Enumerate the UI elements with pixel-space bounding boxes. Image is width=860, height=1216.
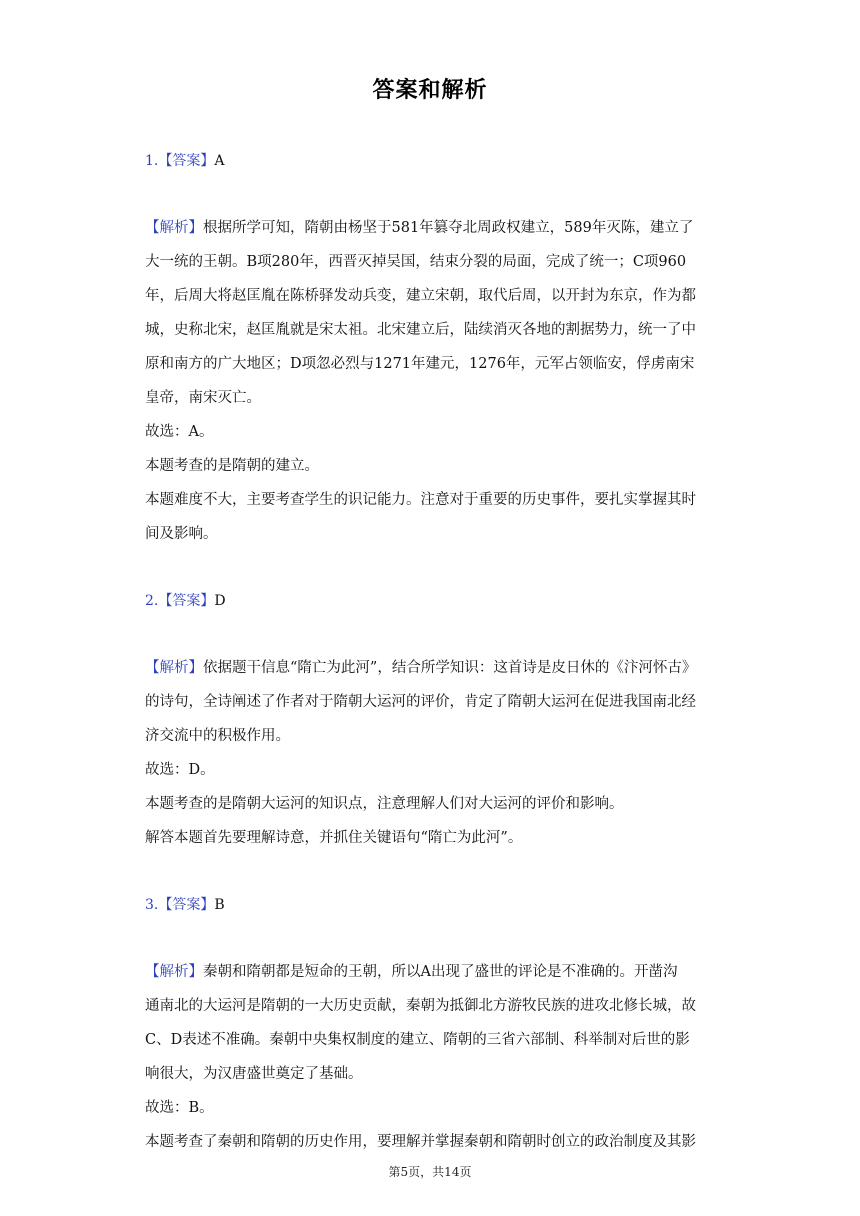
analysis-2-label: 【解析】 xyxy=(145,660,203,676)
answer-3-choice: B xyxy=(214,897,225,913)
analysis-1-line: 年，后周大将赵匡胤在陈桥驿发动兵变，建立宋朝，取代后周，以开封为东京，作为都 xyxy=(145,288,696,304)
analysis-2 xyxy=(145,651,717,855)
analysis-3-topic: 本题考查了秦朝和隋朝的历史作用，要理解并掌握秦朝和隋朝时创立的政治制度及其影 xyxy=(145,1134,696,1150)
analysis-1 xyxy=(145,211,717,551)
answer-2-header xyxy=(145,590,226,612)
answer-3-header xyxy=(145,894,225,916)
analysis-3 xyxy=(145,955,717,1159)
analysis-3-conclusion: 故选：B。 xyxy=(145,1100,214,1116)
answer-3-label: 【答案】 xyxy=(158,897,215,913)
analysis-1-line: 原和南方的广大地区；D项忽必烈与1271年建元，1276年，元军占领临安，俘虏南宋 xyxy=(145,356,695,372)
answer-3-number: 3. xyxy=(145,897,159,913)
analysis-2-line: 的诗句，全诗阐述了作者对于隋朝大运河的评价，肯定了隋朝大运河在促进我国南北经 xyxy=(145,694,696,710)
analysis-2-topic: 本题考查的是隋朝大运河的知识点，注意理解人们对大运河的评价和影响。 xyxy=(145,796,624,812)
page-footer: 第5页，共14页 xyxy=(388,1165,472,1179)
analysis-1-line: 城，史称北宋，赵匡胤就是宋太祖。北宋建立后，陆续消灭各地的割据势力，统一了中 xyxy=(145,322,696,338)
analysis-1-topic: 本题考查的是隋朝的建立。 xyxy=(145,458,319,474)
analysis-2-conclusion: 故选：D。 xyxy=(145,762,215,778)
analysis-3-line: 秦朝和隋朝都是短命的王朝，所以A出现了盛世的评论是不准确的。开凿沟 xyxy=(203,964,678,980)
analysis-1-conclusion: 故选：A。 xyxy=(145,424,214,440)
answer-1-choice: A xyxy=(214,153,225,169)
analysis-3-line: 通南北的大运河是隋朝的一大历史贡献，秦朝为抵御北方游牧民族的进攻北修长城，故 xyxy=(145,998,696,1014)
analysis-2-line: 依据题干信息“隋亡为此河”，结合所学知识：这首诗是皮日休的《汴河怀古》 xyxy=(203,660,697,676)
page-title: 答案和解析 xyxy=(372,78,488,103)
answer-2-label: 【答案】 xyxy=(158,593,215,609)
analysis-2-note: 解答本题首先要理解诗意，并抓住关键语句“隋亡为此河”。 xyxy=(145,830,523,846)
answer-1-number: 1. xyxy=(145,153,159,169)
analysis-1-note: 间及影响。 xyxy=(145,526,218,542)
analysis-3-line: 响很大，为汉唐盛世奠定了基础。 xyxy=(145,1066,363,1082)
answer-1-header xyxy=(145,150,224,172)
answer-1-label: 【答案】 xyxy=(158,153,215,169)
answer-2-number: 2. xyxy=(145,593,159,609)
analysis-1-line: 大一统的王朝。B项280年，西晋灭掉吴国，结束分裂的局面，完成了统一；C项960 xyxy=(145,254,687,270)
analysis-1-note: 本题难度不大，主要考查学生的识记能力。注意对于重要的历史事件，要扎实掌握其时 xyxy=(145,492,696,508)
analysis-1-line: 根据所学可知，隋朝由杨坚于581年篡夺北周政权建立，589年灭陈，建立了 xyxy=(203,220,694,236)
analysis-1-line: 皇帝，南宋灭亡。 xyxy=(145,390,261,406)
analysis-1-label: 【解析】 xyxy=(145,220,203,236)
analysis-2-line: 济交流中的积极作用。 xyxy=(145,728,290,744)
analysis-3-label: 【解析】 xyxy=(145,964,203,980)
answer-2-choice: D xyxy=(214,593,226,609)
analysis-3-line: C、D表述不准确。秦朝中央集权制度的建立、隋朝的三省六部制、科举制对后世的影 xyxy=(145,1032,690,1048)
